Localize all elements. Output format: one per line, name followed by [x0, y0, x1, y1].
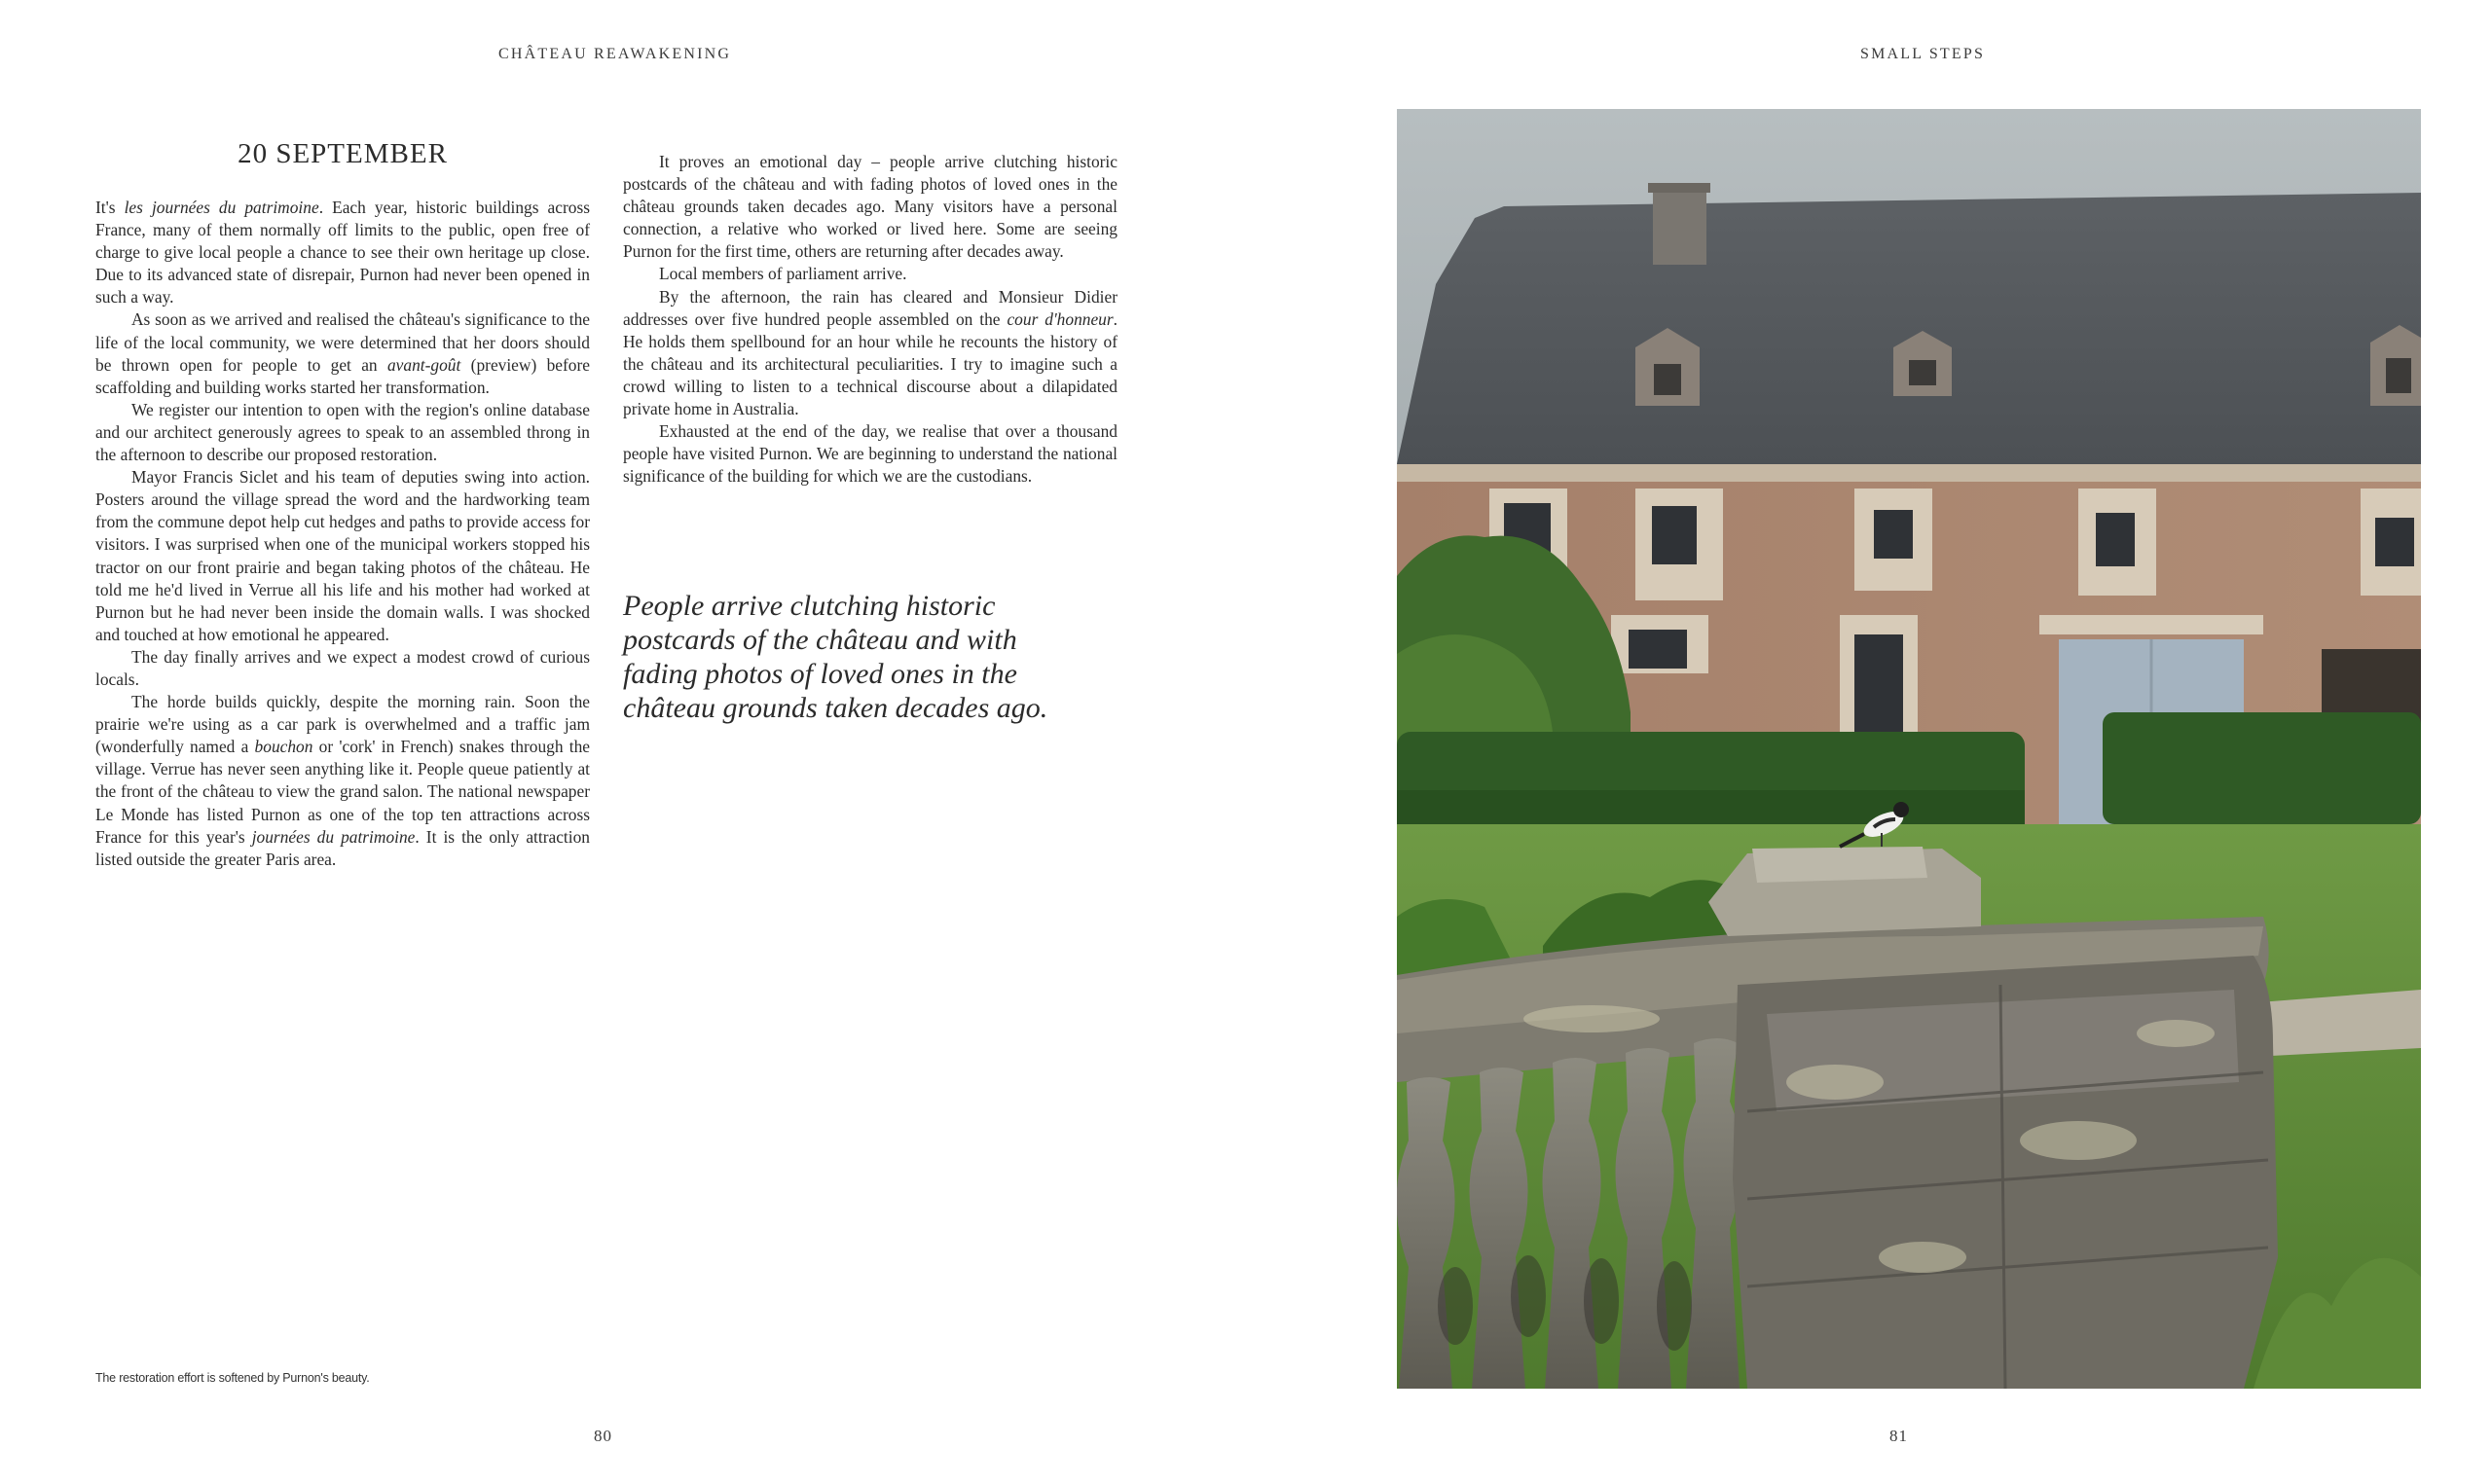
paragraph: By the afternoon, the rain has cleared and Monsieur Didier addresses over five hundred people assembled on the cour d'honneur. He holds them spellbound for an hour while he recounts the history of the château and its architectural peculiarities. I try to imagine such a crowd willing to listen to a technical discourse about a dilapidated private home in Australia.	[623, 286, 1118, 419]
paragraph: The horde builds quickly, despite the morning rain. Soon the prairie we're using as a car park is overwhelmed and a traffic jam (wonderfully named a bouchon or 'cork' in French) snakes through the village. Verrue has never seen anything like it. People queue patiently at the front of the château to view the grand salon. The national newspaper Le Monde has listed Purnon as one of the top ten attractions across France for this year's journées du patrimoine. It is the only attraction listed outside the greater Paris area.	[95, 692, 590, 869]
pull-quote: People arrive clutching historic postcards of the château and with fading photos of loved ones in the château grounds taken decades ago.	[623, 590, 1048, 724]
date-heading: 20 SEPTEMBER	[238, 138, 448, 169]
running-head-left: CHÂTEAU REAWAKENING	[498, 46, 732, 62]
photo-caption: The restoration effort is softened by Purnon's beauty.	[95, 1371, 370, 1385]
paragraph: The day finally arrives and we expect a modest crowd of curious locals.	[95, 646, 590, 689]
running-head-right: SMALL STEPS	[1860, 46, 1986, 62]
body-column-2	[623, 151, 1118, 488]
chateau-photograph	[1397, 109, 2421, 1389]
body-column-1	[95, 197, 590, 871]
paragraph: It's les journées du patrimoine. Each year, historic buildings across France, many of them normally off limits to the public, open free of charge to give local people a chance to see their own heritage up close. Due to its advanced state of disrepair, Purnon had never been opened in such a way.	[95, 198, 591, 308]
paragraph: We register our intention to open with the region's online database and our architect generously agrees to speak to an assembled throng in the afternoon to describe our proposed restoration.	[95, 399, 590, 465]
page-number-left: 80	[594, 1427, 612, 1445]
paragraph: Exhausted at the end of the day, we realise that over a thousand people have visited Purnon. We are beginning to understand the national significance of the building for which we are the custodians.	[623, 421, 1118, 487]
paragraph: As soon as we arrived and realised the château's significance to the life of the local community, we were determined that her doors should be thrown open for people to get an avant-goût (preview) before scaffolding and building works started her transformation.	[95, 309, 590, 397]
page-number-right: 81	[1889, 1427, 1908, 1445]
paragraph: Local members of parliament arrive.	[659, 264, 907, 284]
paragraph: It proves an emotional day – people arrive clutching historic postcards of the château and with fading photos of loved ones in the château grounds taken decades ago. Many visitors have a personal connection, a relative who worked or lived here. Some are seeing Purnon for the first time, others are returning after decades away.	[623, 152, 1118, 262]
paragraph: Mayor Francis Siclet and his team of deputies swing into action. Posters around the village spread the word and the hardworking team from the commune depot help cut hedges and paths to provide access for visitors. I was surprised when one of the municipal workers stopped his tractor on our front prairie and began taking photos of the château. He told me he'd lived in Verrue all his life and his mother had worked at Purnon but he had never been inside the domain walls. I was shocked and touched at how emotional he appeared.	[95, 467, 590, 644]
